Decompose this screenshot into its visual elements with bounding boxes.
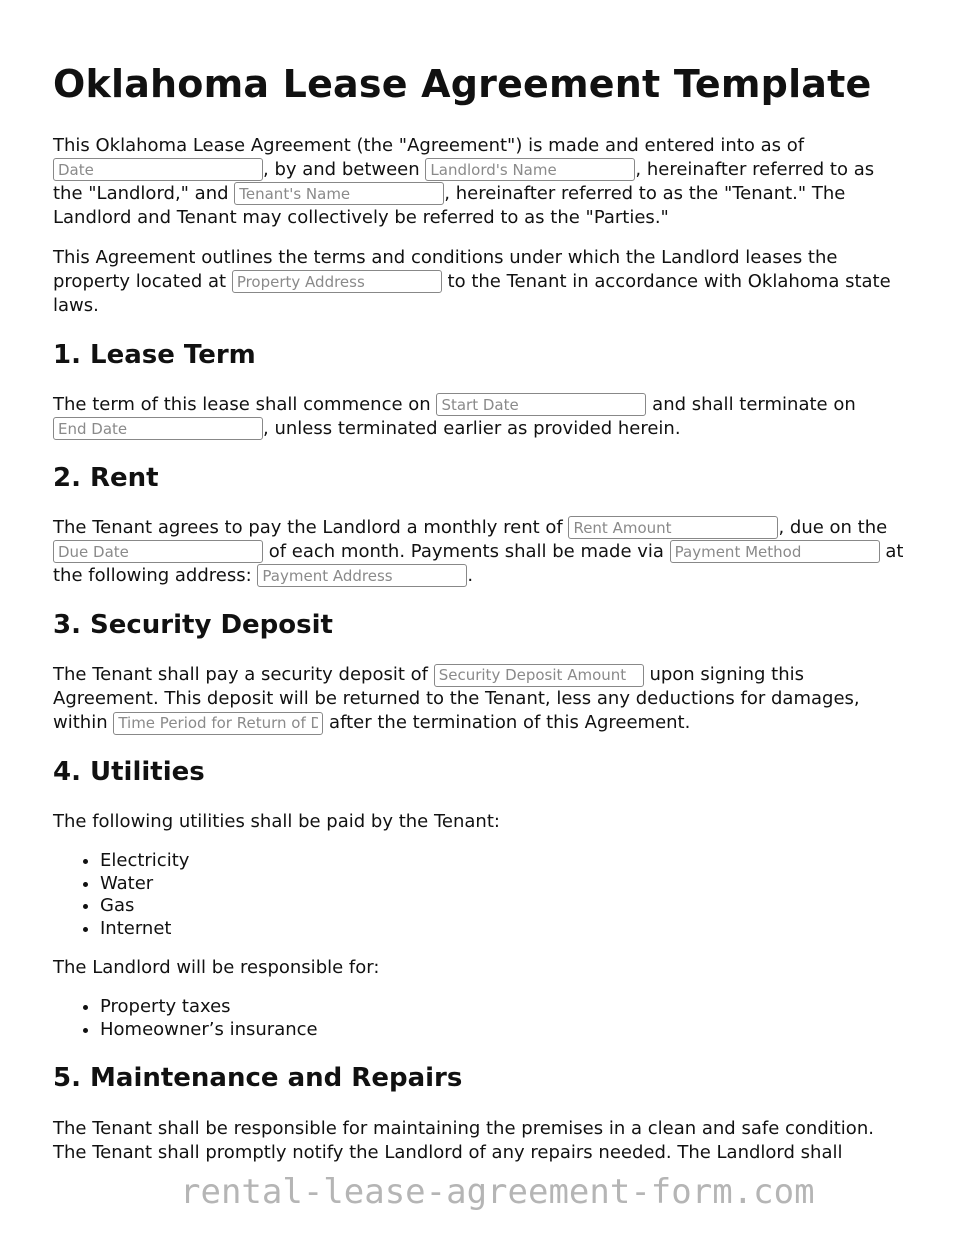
landlord-name-input[interactable] — [425, 158, 635, 181]
lease-term-paragraph: The term of this lease shall commence on Start Date and shall terminate on End Date, unless terminated earlier as provided herein. — [53, 393, 908, 441]
list-item: • Homeowner’s insurance — [100, 1019, 908, 1042]
watermark: rental-lease-agreement-form.com — [180, 1172, 815, 1212]
property-paragraph: This Agreement outlines the terms and conditions under which the Landlord leases the property located at Property Address to the Tenant in accordance with Oklahoma state laws. — [53, 246, 908, 318]
rent-heading: 2. Rent — [53, 462, 159, 493]
utilities-heading: 4. Utilities — [53, 757, 205, 788]
security-deposit-paragraph: The Tenant shall pay a security deposit of Security Deposit Amount upon signing this Agreement. This deposit will be returned to the Tenant, less any deductions for damages, within Time Period for Return of Deposit after the termination of this Agreement. — [53, 663, 908, 735]
property-address-input[interactable] — [232, 270, 442, 293]
maintenance-heading: 5. Maintenance and Repairs — [53, 1063, 463, 1094]
document-page — [53, 62, 908, 1181]
tenant-utilities-list — [53, 850, 908, 940]
list-item: • Electricity — [100, 850, 908, 873]
lease-term-heading: 1. Lease Term — [53, 339, 256, 370]
landlord-utilities-list — [53, 996, 908, 1041]
end-date-input[interactable] — [53, 417, 263, 440]
page-title: Oklahoma Lease Agreement Template — [53, 62, 872, 106]
tenant-utilities-intro: The following utilities shall be paid by the Tenant: — [53, 811, 500, 833]
list-item: • Property taxes — [100, 996, 908, 1019]
list-item: • Water — [100, 873, 908, 896]
rent-paragraph: The Tenant agrees to pay the Landlord a monthly rent of Rent Amount , due on the Due Date of each month. Payments shall be made via Payment Method at the following address: Payment Address . — [53, 516, 908, 588]
list-item: • Gas — [100, 895, 908, 918]
payment-method-input[interactable] — [670, 540, 880, 563]
security-deposit-heading: 3. Security Deposit — [53, 609, 333, 640]
deposit-amount-input[interactable] — [434, 664, 644, 687]
start-date-input[interactable] — [436, 393, 646, 416]
date-input[interactable] — [53, 158, 263, 181]
maintenance-paragraph: The Tenant shall be responsible for maintaining the premises in a clean and safe condition. The Tenant shall promptly notify the Landlord of any repairs needed. The Landlord shall — [53, 1117, 874, 1163]
landlord-utilities-intro: The Landlord will be responsible for: — [53, 957, 380, 979]
list-item: • Internet — [100, 918, 908, 941]
payment-address-input[interactable] — [257, 564, 467, 587]
deposit-return-period-input[interactable] — [113, 712, 323, 735]
rent-amount-input[interactable] — [568, 516, 778, 539]
intro-paragraph: This Oklahoma Lease Agreement (the "Agreement") is made and entered into as of Date, by and between Landlord's Name , hereinafter referred to as the "Landlord," and Tenant's Name , hereinafter referred to as the "Tenant." The Landlord and Tenant may collectively be referred to as the "Parties." — [53, 134, 908, 230]
due-date-input[interactable] — [53, 540, 263, 563]
tenant-name-input[interactable] — [234, 182, 444, 205]
